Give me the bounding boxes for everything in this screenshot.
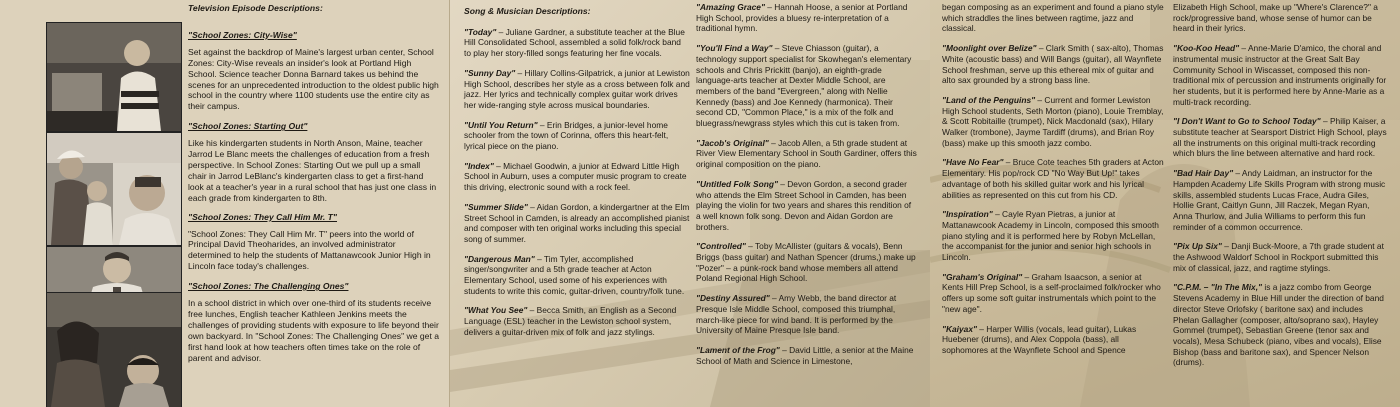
- song-description: Elizabeth High School, make up "Where's Clarence?" a rock/progressive band, whose sense of humor can be heard in their lyrics.: [1173, 2, 1378, 34]
- song-title: "Until You Return": [464, 119, 538, 130]
- episode-title: "School Zones: The Challenging Ones": [188, 281, 349, 292]
- song-entry: [696, 138, 918, 170]
- song-title: "Sunny Day": [464, 67, 516, 78]
- songs-column-4: [1173, 0, 1389, 377]
- song-description: is a jazz combo from George Stevens Academy in Blue Hill under the direction of band director Steve Orlofsky ( baritone sax) and includes Phelan Gallagher (composer, alto/soprano sax), Hayley Gommel (trumpet), Sebastian Greene (tenor sax and vocals), Mesa Schubeck (piano, vibes and vocals), Elise Bishop (bass and baritone sax), and Spencer Nelson (drums).: [1173, 282, 1384, 368]
- song-description: – Jacob Allen, a 5th grade student at River View Elementary School in South Gardiner, offers this original composition on the piano.: [696, 137, 917, 170]
- song-entry: [464, 202, 690, 245]
- song-description: – Philip Kaiser, a substitute teacher at Searsport District High School, plays all the instruments on this original multi-track recording which blurs the line between alternative and hard rock.: [1173, 116, 1387, 159]
- song-description: – Hannah Hoose, a senior at Portland High School, provides a bluesy re-interpretation of a traditional hymn.: [696, 2, 908, 34]
- song-entry: [464, 27, 690, 59]
- song-description: – Michael Goodwin, a junior at Edward Little High School in Auburn, uses a computer music program to create this driving, electronic sound with a rock feel.: [464, 160, 687, 193]
- song-entry: [696, 179, 918, 233]
- song-title: "Dangerous Man": [464, 253, 535, 264]
- song-description: – Andy Laidman, an instructor for the Hampden Academy Life Skills Program with strong music skills, assembled students Lucas Frace, Audra Giles, Hollie Grant, Caitlyn Gunn, Jill Raczek, Megan Ryan, Anna Thurlow, and Julia Williams to perform this fun reminder of a common occurrence.: [1173, 168, 1386, 232]
- song-entry: [1173, 241, 1389, 273]
- song-title: "Pix Up Six": [1173, 241, 1222, 252]
- song-title: "I Don't Want to Go to School Today": [1173, 116, 1321, 127]
- song-title: "Moonlight over Belize": [942, 43, 1037, 54]
- song-title: "C.P.M. – "In The Mix,": [1173, 282, 1263, 293]
- song-title: "Have No Fear": [942, 157, 1004, 168]
- song-entry: [1173, 43, 1389, 107]
- song-description: – Steve Chiasson (guitar), a technology support specialist for Skowhegan's elementary schools and Chris Prickitt (banjo), an eighth-grade language-arts teacher at Dexter Middle School, are members of the band "Evergreen," along with Nellie Kennedy (bass) and Joe Kennedy (harmonica). Their second CD, "Common Place," is a mix of the folk and bluegrass/newgrass styles which this cut is taken from.: [696, 43, 912, 129]
- songs-column-2: [696, 0, 918, 375]
- episode-title: "School Zones: Starting Out": [188, 121, 308, 132]
- song-description: – Aidan Gordon, a kindergartner at the Elm Street School in Camden, is already an accomplished pianist and composer with ten original works including this special song of summer.: [464, 201, 690, 244]
- song-title: "Destiny Assured": [696, 293, 770, 304]
- photo-teacher-classroom: [46, 22, 182, 132]
- song-entry: [464, 254, 690, 297]
- song-description: – Juliane Gardner, a substitute teacher at the Blue Hill Consolidated School, assembled a solid folk/rock band to play her story-filled songs featuring her fine vocals.: [464, 26, 685, 59]
- song-entry: [696, 241, 918, 284]
- song-title: "Index": [464, 160, 494, 171]
- song-title: "Kaiyax": [942, 323, 977, 334]
- song-title: "Graham's Original": [942, 271, 1023, 282]
- song-list-4: [1173, 2, 1389, 368]
- song-title: "Koo-Koo Head": [1173, 43, 1240, 54]
- song-entry: [1173, 2, 1389, 34]
- song-entry: [464, 120, 690, 152]
- song-entry: [1173, 116, 1389, 159]
- song-description: – Hillary Collins-Gilpatrick, a junior at Lewiston High School, describes her style as a cross between folk and jazz. Her lyrics and technically complex guitar work drives her wide-ranging style across musical boundaries.: [464, 67, 690, 110]
- song-description: – Clark Smith ( sax-alto), Thomas White (acoustic bass) and Will Bangs (guitar), all Waynflete School freshman, serve up this ethereal mix of guitar and alto sax grounded by a strong bass line.: [942, 43, 1164, 86]
- song-title: "What You See": [464, 305, 528, 316]
- song-title: "Today": [464, 26, 497, 37]
- songs-column-1: [464, 0, 690, 347]
- song-entry: [942, 209, 1164, 263]
- song-description: – Amy Webb, the band director at Presque Isle Middle School, composed this triumphal, march-like piece for wind band. It is performed by the University of Maine Presque Isle band.: [696, 293, 897, 336]
- song-description: – Danji Buck-Moore, a 7th grade student at the Ashwood Waldorf School in Rockport submitted this mix of classical, jazz, and ragtime stylings.: [1173, 241, 1384, 273]
- songs-column-3: [942, 0, 1164, 365]
- episode-descriptions: [188, 0, 440, 363]
- song-title: "Controlled": [696, 241, 746, 252]
- left-panel: [0, 0, 450, 407]
- song-description: – Bruce Cote teaches 5th graders at Acton Elementary. His pop/rock CD "No Way But Up!" takes advantage of both his skilled guitar work and his lyrical abilities as represented on this cut from his CD.: [942, 157, 1164, 200]
- episode-title: "School Zones: City-Wise": [188, 29, 297, 40]
- song-entry: [464, 161, 690, 193]
- song-description: – Anne-Marie D'amico, the choral and instrumental music instructor at the Great Salt Bay Community School in Wiscasset, composed this non-traditional mix of percussion and instruments originally for her students, but it is performed here by Anne-Marie as a multi-track recording.: [1173, 43, 1387, 107]
- song-description: – Harper Willis (vocals, lead guitar), Lukas Huebener (drums), and Alex Coppola (bass), all sophomores at the Waynflete School and Spence: [942, 323, 1137, 355]
- song-entry: [696, 2, 918, 34]
- song-description: – Toby McAllister (guitars & vocals), Benn Briggs (bass guitar) and Nathan Spencer (drums,) make up "Pozer" – a punk-rock band whose members all attend Poland Regional High School.: [696, 241, 916, 284]
- song-description: – Graham Isaacson, a senior at Kents Hill Prep School, is a self-proclaimed folk/rocker who offers up some soft guitar instrumentals which point to the "new age".: [942, 271, 1161, 314]
- song-title: "Jacob's Original": [696, 137, 769, 148]
- song-list-1: [464, 27, 690, 338]
- songs-section-heading: Song & Musician Descriptions:: [464, 6, 591, 16]
- song-description: – Tim Tyler, accomplished singer/songwriter and a 5th grade teacher at Acton Elementary School, used some of his experiences with students to write this comic, guitar-driven, country/folk tune.: [464, 253, 685, 296]
- song-entry: [942, 2, 1164, 34]
- song-entry: [464, 305, 690, 337]
- song-title: "Bad Hair Day": [1173, 168, 1234, 179]
- song-title: "You'll Find a Way": [696, 43, 773, 54]
- song-entry: [696, 43, 918, 129]
- song-title: "Land of the Penguins": [942, 94, 1036, 105]
- song-description: – David Little, a senior at the Maine School of Math and Science in Limestone,: [696, 344, 914, 366]
- song-description: – Cayle Ryan Pietras, a junior at Mattanawcook Academy in Lincoln, composed this smooth piano styling and it is performed here by Robyn McLellan, the accompanist for the junior and senior high schools in Lincoln.: [942, 209, 1159, 263]
- song-description: – Devon Gordon, a second grader who attends the Elm Street School in Camden, has been playing the violin for two years and shares this rendition of a well known folk song. Devon and Aidan Gordon are brothers.: [696, 178, 912, 232]
- song-entry: [1173, 282, 1389, 368]
- song-title: "Amazing Grace": [696, 2, 765, 12]
- song-title: "Untitled Folk Song": [696, 178, 778, 189]
- song-entry: [696, 293, 918, 336]
- song-entry: [1173, 168, 1389, 232]
- song-entry: [942, 43, 1164, 86]
- song-title: "Summer Slide": [464, 201, 528, 212]
- episode-section-heading: Television Episode Descriptions:: [188, 3, 323, 13]
- photo-kindergarten-class: [46, 132, 182, 246]
- song-list-2: [696, 2, 918, 366]
- middle-panel: [450, 0, 930, 407]
- episode-description: "School Zones: They Call Him Mr. T" peers into the world of Principal David Theoharides, an involved administrator determined to help the students of Mattanawcook Junior High in Lincoln face today's challenges.: [188, 228, 431, 272]
- episode-description: Like his kindergarten students in North Anson, Maine, teacher Jarrod Le Blanc meets the challenges of education from a fresh perspective. In School Zones: Starting Out we pull up a small chair in Jarrod LeBlanc's kindergarten class to get a first-hand look at a teacher's year in a rural school that has just one class in each grade from kindergarten to 8th.: [188, 138, 437, 203]
- episode-description: In a school district in which over one-third of its students receive free lunches, English teacher Kathleen Jenkins meets the challenges of providing students with exposure to life beyond their own backyard. In "School Zones: The Challenging Ones" we get a first hand look at how teachers often times take on the role of parent and advisor.: [188, 298, 440, 363]
- episode-description: Set against the backdrop of Maine's largest urban center, School Zones: City-Wise reveals an insider's look at Portland High School. Science teacher Donna Barnard takes us behind the scenes for an unprecedented introduction to the oldest public high school in the country where 1100 students use the entire city as their campus.: [188, 46, 439, 112]
- song-title: "Inspiration": [942, 209, 993, 220]
- song-entry: [464, 68, 690, 111]
- song-title: "Lament of the Frog": [696, 344, 780, 355]
- song-entry: [942, 157, 1164, 200]
- episode-title: "School Zones: They Call Him Mr. T": [188, 211, 338, 222]
- song-description: – Becca Smith, an English as a Second Language (ESL) teacher in the Lewiston school system, delivers a guitar-driven mix of folk and jazz stylings.: [464, 305, 677, 337]
- song-entry: [942, 272, 1164, 315]
- song-entry: [696, 345, 918, 366]
- photo-english-class: [46, 292, 182, 407]
- right-panel: [930, 0, 1400, 407]
- song-description: – Current and former Lewiston High School students, Seth Morton (piano), Louie Tremblay, & Scott Robitaille (trumpet), Nick Macdonald (sax), Hilary Walker (trombone), Jayme Tardiff (drums), and Brian Roy (bass) make up this smooth jazz combo.: [942, 94, 1164, 148]
- song-description: – Erin Bridges, a junior-level home schooler from the town of Corinna, offers this heart-felt, lyrical piece on the piano.: [464, 119, 669, 152]
- song-entry: [942, 324, 1164, 356]
- song-list-3: [942, 2, 1164, 356]
- song-entry: [942, 95, 1164, 149]
- song-description: began composing as an experiment and found a piano style which straddles the lines between ragtime, jazz and classical.: [942, 2, 1164, 34]
